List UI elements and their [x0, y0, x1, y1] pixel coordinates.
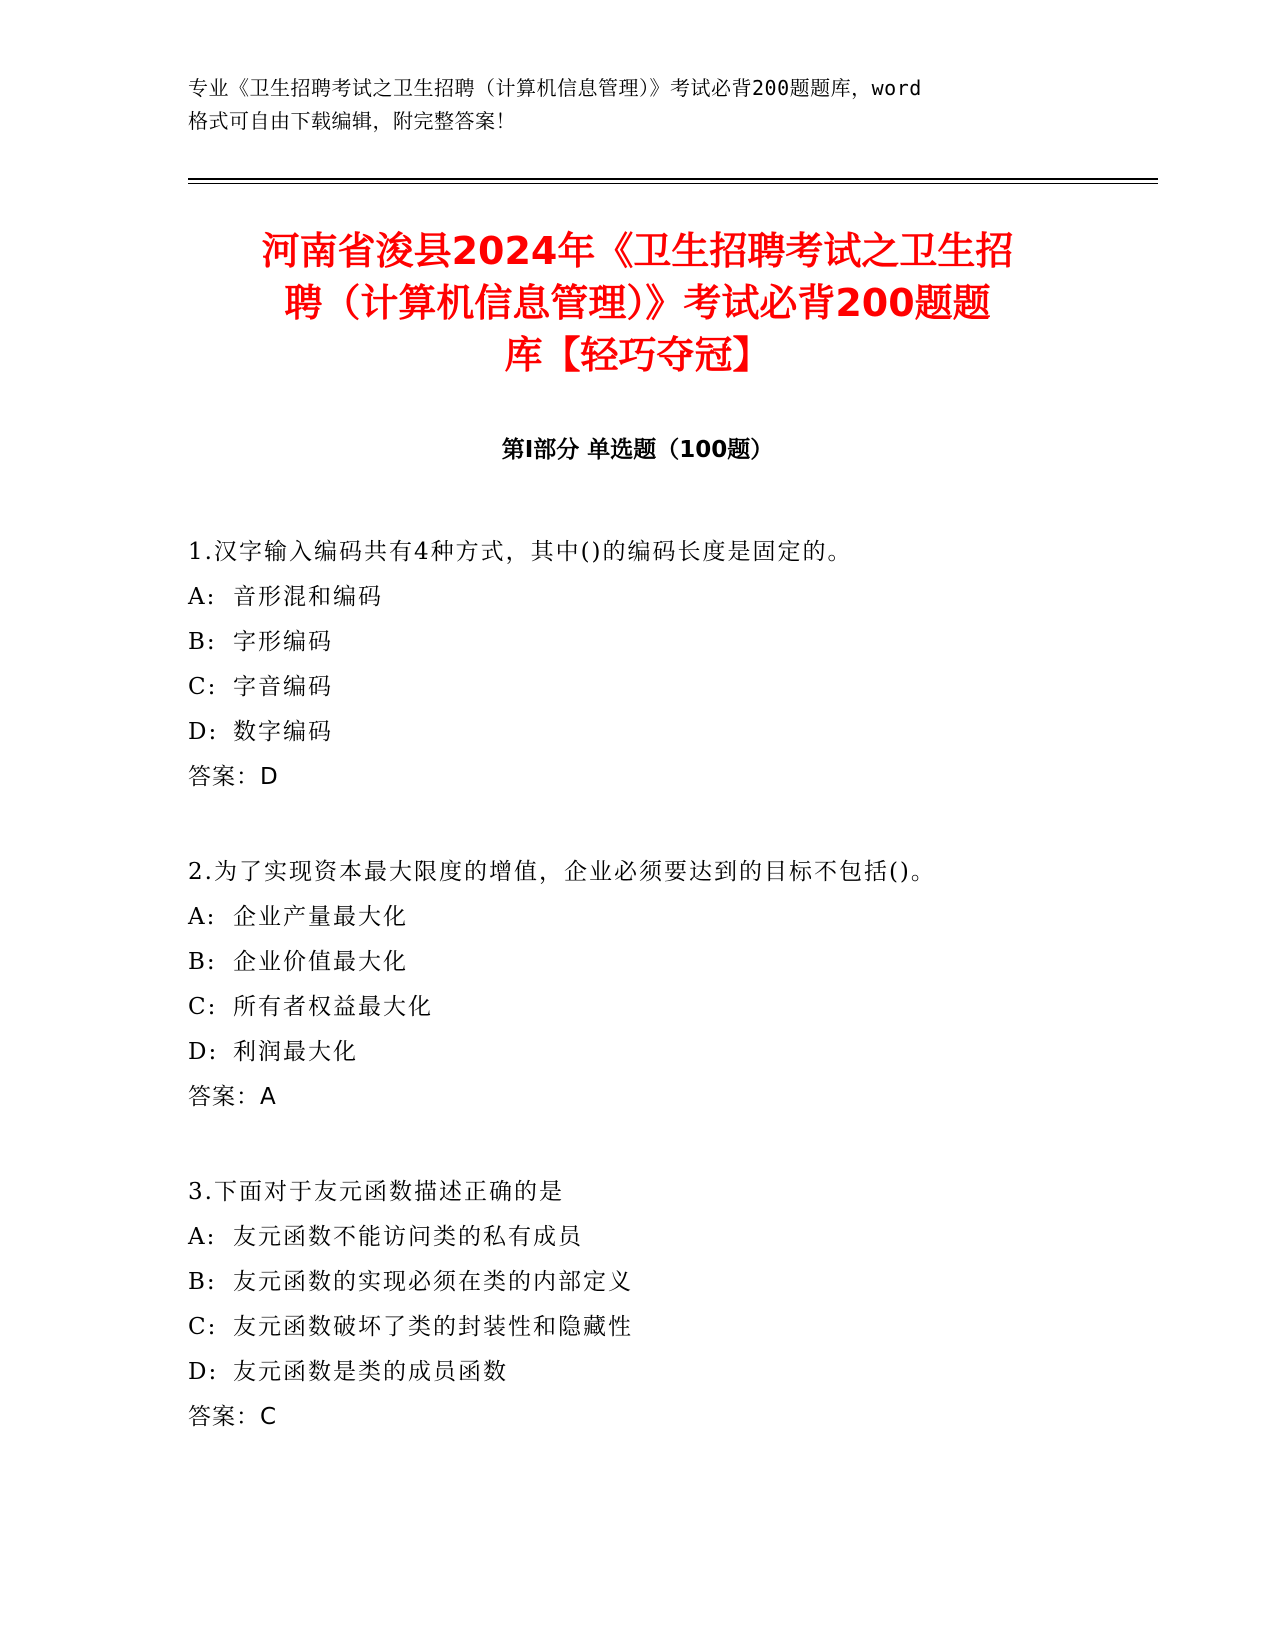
header-note-line-2: 格式可自由下载编辑，附完整答案！ [188, 109, 516, 133]
answer-line: 答案：A [188, 1084, 277, 1110]
option-text: 企业价值最大化 [233, 949, 408, 975]
option-text: 友元函数是类的成员函数 [233, 1359, 508, 1385]
option-text: 所有者权益最大化 [233, 994, 433, 1020]
option-c [188, 1305, 1148, 1350]
option-text: 利润最大化 [233, 1039, 358, 1065]
document-title-line-2: 聘（计算机信息管理）》考试必背200题题 [284, 281, 991, 325]
document-title-line-1: 河南省浚县2024年《卫生招聘考试之卫生招 [261, 229, 1014, 273]
option-a [188, 895, 1148, 940]
question-stem: 1.汉字输入编码共有4种方式，其中()的编码长度是固定的。 [188, 539, 853, 565]
option-d [188, 1030, 1148, 1075]
option-text: 字音编码 [233, 674, 333, 700]
option-text: 数字编码 [233, 719, 333, 745]
option-key: B: [188, 1269, 217, 1295]
option-text: 字形编码 [233, 629, 333, 655]
option-key: C: [188, 674, 218, 700]
question-list [188, 530, 1148, 1490]
option-key: A: [188, 904, 217, 930]
option-text: 友元函数破坏了类的封装性和隐藏性 [233, 1314, 633, 1340]
option-c [188, 665, 1148, 710]
option-key: D: [188, 719, 219, 745]
answer-line: 答案：D [188, 764, 279, 790]
header-note-line-1: 专业《卫生招聘考试之卫生招聘（计算机信息管理）》考试必背200题题库，word [188, 76, 922, 100]
question-item [188, 850, 1148, 1120]
option-key: B: [188, 629, 217, 655]
option-d [188, 710, 1148, 755]
option-text: 音形混和编码 [233, 584, 383, 610]
option-key: A: [188, 584, 217, 610]
question-item [188, 530, 1148, 800]
option-key: D: [188, 1359, 219, 1385]
option-text: 友元函数的实现必须在类的内部定义 [233, 1269, 633, 1295]
question-item [188, 1170, 1148, 1440]
option-text: 企业产量最大化 [233, 904, 408, 930]
document-title-line-3: 库【轻巧夺冠】 [504, 333, 771, 377]
answer-line: 答案：C [188, 1404, 278, 1430]
header-note [188, 72, 1108, 138]
option-key: C: [188, 1314, 218, 1340]
option-a [188, 1215, 1148, 1260]
option-b [188, 940, 1148, 985]
option-key: D: [188, 1039, 219, 1065]
option-key: A: [188, 1224, 217, 1250]
document-title [180, 225, 1095, 381]
header-divider-thick [188, 178, 1158, 180]
question-stem: 2.为了实现资本最大限度的增值，企业必须要达到的目标不包括()。 [188, 859, 936, 885]
option-text: 友元函数不能访问类的私有成员 [233, 1224, 583, 1250]
option-b [188, 620, 1148, 665]
question-stem: 3.下面对于友元函数描述正确的是 [188, 1179, 564, 1205]
option-a [188, 575, 1148, 620]
header-divider-thin [188, 183, 1158, 184]
option-key: C: [188, 994, 218, 1020]
option-key: B: [188, 949, 217, 975]
option-b [188, 1260, 1148, 1305]
option-d [188, 1350, 1148, 1395]
option-c [188, 985, 1148, 1030]
section-heading: 第Ⅰ部分 单选题（100题） [501, 437, 774, 463]
